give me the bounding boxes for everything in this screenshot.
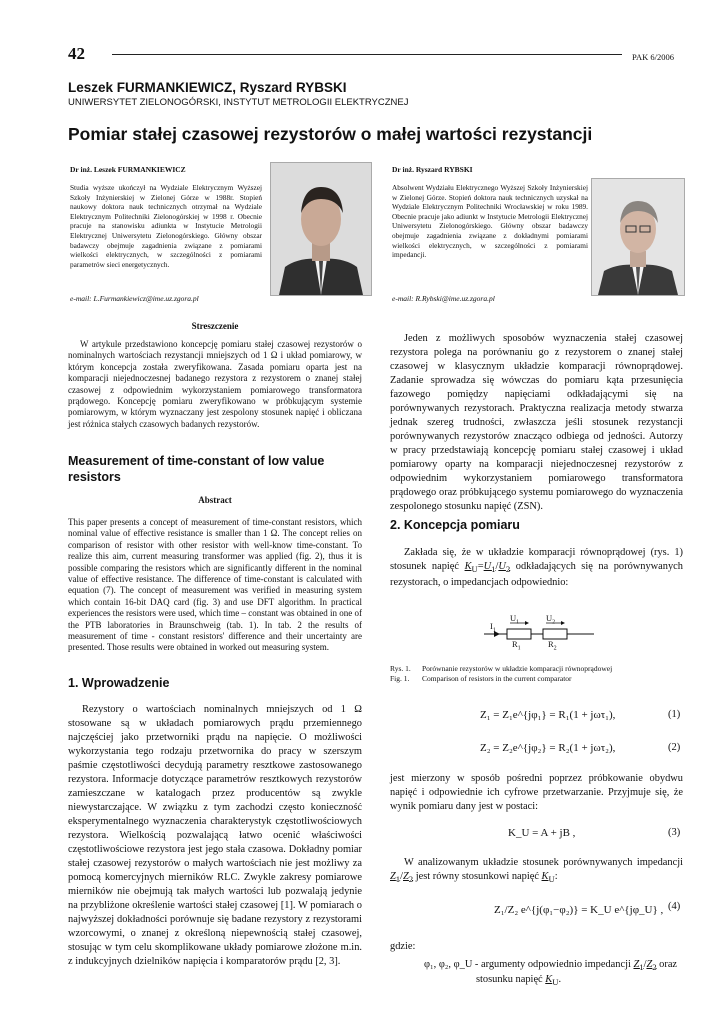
abstract-text: This paper presents a concept of measurement of time-constant resistors, which nominal value of effective resistance is smaller than 1 Ω. The concept relies on comparison of resistor with other resistor with well-know time-constant. To realize this aim, current measuring transformer was applied (fig. 2), thus it is possible comparing the resistors which are significantly different in the nominal value of effective resistance. The difference of time-constant is calculated with equation (7). The concept of measurement was verified in measuring system which contain 16-bit DAQ card (fig. 3) and use DFT algorithm. In practical experiences the resistors were used, which time – constant was obtained in one of the PTB laboratories in Braunschweig (tab. 1). In tab. 2 the results of measurement of time - constant resistors' difference and their uncertainty are presented. Those results were obtained in worked out measuring system.	[68, 517, 362, 653]
streszczenie-heading: Streszczenie	[191, 321, 239, 331]
paper-title: Pomiar stałej czasowej rezystorów o małej wartości rezystancji	[68, 124, 593, 144]
section2-text: Zakłada się, że w układzie komparacji równoprądowej (rys. 1) stosunek napięć $K_U=U_1/U_2$ odkładających się na porównywanych rezystorach, o impedancjach odpowiednio:	[390, 547, 683, 589]
streszczenie-text: W artykule przedstawiono koncepcję pomiaru stałej czasowej rezystorów o nominalnych wartościach rezystancji mniejszych od 1 Ω i układ pomiarowy, w którym koncepcja została zweryfikowana. Zasada pomiaru oparta jest na komparacji niejednoczesnej badanego rezystora z rezystorem o znanej stałej czasowej z odpowiednim wykorzystaniem pomiarowego transformatora prądowego. Koncepcję pomiaru zweryfikowano w próbkującym systemie pomiarowym, w którym wyznaczany jest zespolony stosunek napięć i obliczana jest różnica stałych czasowych badanych rezystorów.	[68, 339, 362, 429]
english-title: Measurement of time-constant of low value resistors	[68, 454, 325, 484]
page-number: 42	[68, 44, 85, 63]
figure-caption-pl: Rys. 1. Porównanie rezystorów w układzie komparacji równoprądowej	[390, 664, 613, 673]
resistor-r2	[543, 629, 567, 639]
bio1-name: Dr inż. Leszek FURMANKIEWICZ	[70, 165, 186, 174]
equation-2-number: (2)	[668, 742, 681, 753]
phi-definition-2: stosunku napięć $K_U$.	[476, 974, 562, 988]
header-rule	[112, 54, 622, 55]
bio1-email: e-mail: L.Furmankiewicz@ime.uz.zgora.pl	[70, 294, 199, 303]
equation-1-number: (1)	[668, 709, 681, 720]
author2-photo	[591, 178, 685, 296]
label-u2: $U_2$	[546, 613, 556, 626]
affiliation: UNIWERSYTET ZIELONOGÓRSKI, INSTYTUT METROLOGII ELEKTRYCZNEJ	[68, 97, 409, 108]
authors: Leszek FURMANKIEWICZ, Ryszard RYBSKI	[68, 80, 347, 95]
label-i1: $I_1$	[490, 621, 496, 634]
phi-definition: φ₁, φ₂, φ_U - argumenty odpowiednio impedancji $Z_1/Z_2$ oraz	[424, 959, 678, 973]
label-r2: $R_2$	[548, 639, 557, 652]
u1-arrowhead	[525, 621, 529, 625]
bio2-text: Absolwent Wydziału Elektrycznego Wyższej Szkoły Inżynierskiej w Zielonej Górze. Stopień doktora nauk technicznych uzyskał na Wydziale Elektrycznym Politechniki Wrocławskiej w roku 1989. Obecnie pracuje jako adiunkt w Instytucie Metrologii Elektrycznej Uniwersytetu Zielonogórskiego. Główny obszar badawczy obejmuje zagadnienia związane z dokładnymi pomiarami wielkości elektrycznych, w szczególności z pomiarami impedancji.	[392, 183, 588, 260]
label-r1: $R_1$	[512, 639, 521, 652]
bio2-name: Dr inż. Ryszard RYBSKI	[392, 165, 473, 174]
equation-2: Z₂ = Z₂e^{jφ₂} = R₂(1 + jωτ₂),	[480, 742, 616, 754]
after-eq3-text: W analizowanym układzie stosunek porównywanych impedancji $Z_1/Z_2$ jest równy stosunkowi napięć $K_U$:	[390, 857, 683, 885]
section1-text: Rezystory o wartościach nominalnych mniejszych od 1 Ω stosowane są w układach pomiarowych prądu przemiennego najczęściej jako przetworniki prądu na napięcie. O możliwości wykorzystania tego rodzaju przetwornika do pracy w szerszym paśmie częstotliwości decydują parametry resztkowe zastosowanego rezystora. Informacje dotyczące parametrów resztkowych rezystorów zamieszczane w katalogach przez producentów są zwykle niewystarczające. W związku z tym zachodzi często konieczność eksperymentalnego wyznaczenia charakterystyk częstotliwościowych rezystora. Wielkością pozwalającą łatwo ocenić właściwości częstotliwościowe rezystora jest jego stała czasowa. Dokładny pomiar stałej czasowej rezystorów o małych wartościach nie jest możliwy za pomocą komercyjnych mierników RLC. Zwykle zakresy pomiarowe mierników nie obejmują tak małych wartości lub pozwalają jedynie na przybliżone określenie wartości stałej czasowej [1]. W pomiarach o najwyższej dokładności porównuje się badane rezystory z rezystorami wzorcowymi, o znanej z określoną niepewnością stałej czasowej, stosując w tym celu skomplikowane układy pomiarowe złożone m.in. z indukcyjnych dzielników napięcia i komparatorów prądu [2, 3].	[68, 704, 362, 967]
section2-heading: 2. Koncepcja pomiaru	[390, 518, 520, 532]
after-eq2-text: jest mierzony w sposób pośredni poprzez próbkowanie obydwu napięć i odpowiednie ich cyfrowe przetwarzanie. Przyjmuje się, że wynik pomiaru dany jest w postaci:	[390, 773, 683, 812]
gdzie-label: gdzie:	[390, 941, 416, 952]
label-u1: $U_1$	[510, 613, 520, 626]
figure-1-circuit	[480, 610, 600, 655]
journal-issue: PAK 6/2006	[632, 52, 674, 62]
figure-caption-en: Fig. 1. Comparison of resistors in the current comparator	[390, 674, 572, 683]
right-intro-text: Jeden z możliwych sposobów wyznaczenia stałej czasowej rezystora polega na porównaniu go z rezystorem o znanej stałej czasowej w klasycznym układzie komparacji równoprądowej. Zadanie sprowadza się wówczas do pomiaru kąta przesunięcia fazowego pomiędzy napięciami odkładającymi się na porównywanych rezystorach. Praktyczna realizacja metody stwarza jednak szereg trudności, zwłaszcza jeśli stosunek rezystancji porównywanych rezystorów znacząco odbiega od jedności. Autorzy w pracy przedstawiają koncepcję pomiaru stałej czasowej i układ pomiarowy oparty na komparacji niejednoczesnej rezystorów z odpowiednim wykorzystaniem pomiarowego transformatora prądowego oraz próbkującego systemu pomiarowego do wyznaczenia zespolonego stosunku napięć (ZSN).	[390, 333, 683, 512]
section1-heading: 1. Wprowadzenie	[68, 676, 170, 690]
bio2-email: e-mail: R.Rybski@ime.uz.zgora.pl	[392, 294, 495, 303]
u2-arrowhead	[561, 621, 565, 625]
equation-1: Z₁ = Z₁e^{jφ₁} = R₁(1 + jωτ₁),	[480, 709, 616, 721]
author1-photo	[270, 162, 372, 296]
equation-4: Z₁/Z₂ e^{j(φ₁−φ₂)} = K_U e^{jφ_U} ,	[494, 904, 664, 916]
equation-3-number: (3)	[668, 827, 681, 838]
equation-4-number: (4)	[668, 901, 681, 912]
abstract-heading: Abstract	[198, 495, 232, 505]
equation-3: K_U = A + jB ,	[508, 827, 576, 839]
bio1-text: Studia wyższe ukończył na Wydziale Elektrycznym Wyższej Szkoły Inżynierskiej w Zielonej Górze w 1988r. Stopień naukowy doktora nauk technicznych otrzymał na Wydziale Elektrycznym Politechniki Zielonogórskiej w 1998 r. Obecnie pracuje na stanowisku adiunkta w Instytucie Metrologii Elektrycznej Uniwersytetu Zielonogórskiego. Główny obszar badawczy obejmuje zagadnienia związane z pomiarami wielkości elektrycznych, w szczególności z pomiarami parametrów sieci energetycznych.	[70, 183, 262, 269]
resistor-r1	[507, 629, 531, 639]
